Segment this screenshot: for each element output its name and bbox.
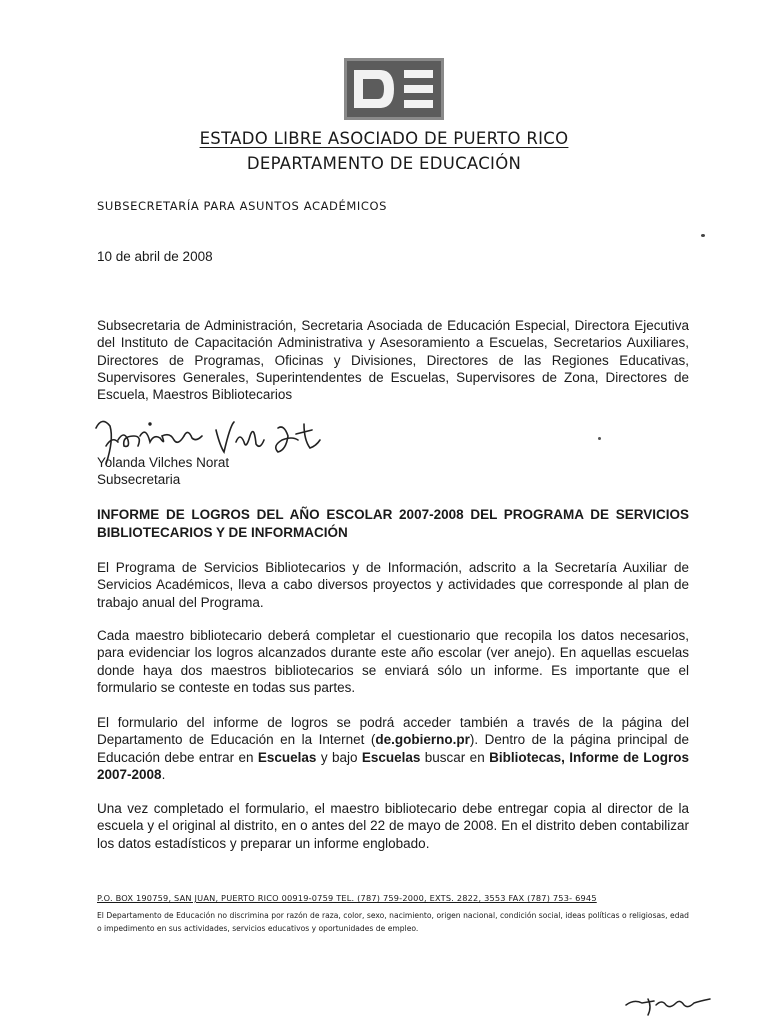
body-paragraph-2: Cada maestro bibliotecario deberá completar el cuestionario que recopila los datos necesarios, para evidenciar los logros alcanzados durante este año escolar (ver anejo). En aquellas escuelas donde haya dos maestros bibliotecarios se enviará sólo un informe. Es importante que el formulario se conteste en todas sus partes.	[97, 628, 689, 695]
footer-address: P.O. BOX 190759, SAN JUAN, PUERTO RICO 00919-0759 TEL. (787) 759-2000, EXTS. 2822, 3553 FAX (787) 753- 6945	[97, 893, 597, 903]
recipients-block: Subsecretaria de Administración, Secretaria Asociada de Educación Especial, Directora Ejecutiva del Instituto de Capacitación Administrativa y Asesoramiento a Escuelas, Secretarios Auxiliares, Directores de Programas, Oficinas y Divisiones, Directores de las Regiones Educativas, Supervisores Generales, Superintendentes de Escuelas, Supervisores de Zona, Directores de Escuela, Maestros Bibliotecarios	[97, 318, 689, 403]
subject-line: INFORME DE LOGROS DEL AÑO ESCOLAR 2007-2008 DEL PROGRAMA DE SERVICIOS BIBLIOTECARIOS Y DE INFORMACIÓN	[97, 507, 689, 540]
footer-nondiscrimination: El Departamento de Educación no discrimina por razón de raza, color, sexo, nacimiento, origen nacional, condición social, ideas políticas o religiosas, edad o impedimento en sus actividades, servicios educativos y oportunidades de empleo.	[97, 911, 689, 933]
de-logo	[344, 58, 444, 120]
scan-speck	[701, 234, 705, 237]
p3-text-e: .	[161, 766, 166, 782]
subsecretaria-heading: SUBSECRETARÍA PARA ASUNTOS ACADÉMICOS	[97, 199, 388, 213]
p3-text-c: y bajo	[316, 749, 362, 765]
government-name: ESTADO LIBRE ASOCIADO DE PUERTO RICO	[199, 129, 569, 148]
report-path: Bibliotecas, Informe de Logros 2007-2008	[97, 749, 690, 782]
handwritten-initials	[624, 993, 712, 1019]
p3-text-b: ). Dentro de la página principal de Educación debe entrar en	[97, 732, 689, 765]
website-url: de.gobierno.pr	[375, 732, 470, 748]
letter-date: 10 de abril de 2008	[97, 249, 213, 264]
p3-text-a: El formulario del informe de logros se podrá acceder también a través de la página del Departamento de Educación en la Internet (	[97, 715, 689, 748]
body-paragraph-3	[97, 714, 689, 783]
letterhead-line-1	[0, 129, 768, 148]
scan-speck	[598, 437, 601, 440]
body-paragraph-1: El Programa de Servicios Bibliotecarios y de Información, adscrito a la Secretaría Auxiliar de Servicios Académicos, lleva a cabo diversos proyectos y actividades que corresponde al plan de trabajo anual del Programa.	[97, 560, 689, 610]
sender-name: Yolanda Vilches Norat	[97, 455, 230, 470]
p3-text-d: buscar en	[420, 749, 490, 765]
department-name: DEPARTAMENTO DE EDUCACIÓN	[246, 154, 522, 173]
escuelas-submenu: Escuelas	[361, 749, 421, 765]
body-paragraph-4: Una vez completado el formulario, el maestro bibliotecario debe entregar copia al director de la escuela y el original al distrito, en o antes del 22 de mayo de 2008. En el distrito deben contabilizar los datos estadísticos y preparar un informe englobado.	[97, 801, 689, 851]
escuelas-menu: Escuelas	[257, 749, 317, 765]
sender-title: Subsecretaria	[97, 472, 181, 487]
